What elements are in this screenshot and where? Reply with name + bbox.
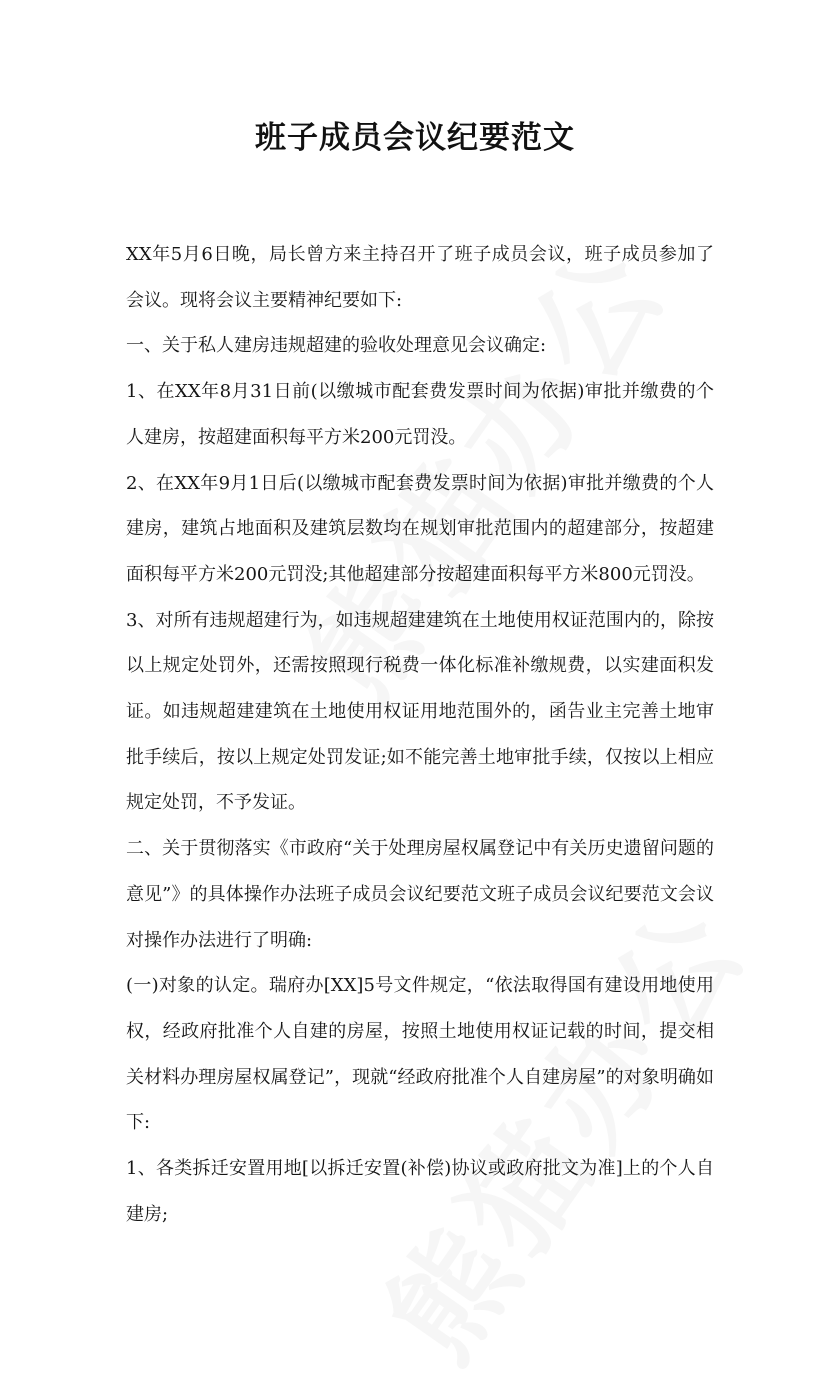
paragraph-item-2: 2、在XX年9月1日后(以缴城市配套费发票时间为依据)审批并缴费的个人建房，建筑占地面积及建筑层数均在规划审批范围内的超建部分，按超建面积每平方米200元罚没;其他超建部分按超建面积每平方米800元罚没。 [126, 472, 714, 585]
paragraph-subitem-1: 1、各类拆迁安置用地[以拆迁安置(补偿)协议或政府批文为准]上的个人自建房; [126, 1158, 714, 1225]
paragraph-section-two-heading: 二、关于贯彻落实《市政府“关于处理房屋权属登记中有关历史遗留问题的意见”》的具体操作办法班子成员会议纪要范文班子成员会议纪要范文会议对操作办法进行了明确: [126, 838, 714, 951]
paragraph-section-one-heading: 一、关于私人建房违规超建的验收处理意见会议确定: [126, 335, 547, 357]
paragraph-item-3: 3、对所有违规超建行为，如违规超建建筑在土地使用权证范围内的，除按以上规定处罚外，还需按照现行税费一体化标准补缴规费，以实建面积发证。如违规超建建筑在土地使用权证用地范围外的，函告业主完善土地审批手续后，按以上规定处罚发证;如不能完善土地审批手续，仅按以上相应规定处罚，不予发证。 [126, 609, 714, 814]
document-title: 班子成员会议纪要范文 [255, 120, 575, 156]
paragraph-item-1: 1、在XX年8月31日前(以缴城市配套费发票时间为依据)审批并缴费的个人建房，按超建面积每平方米200元罚没。 [126, 381, 714, 448]
paragraph-subsection-one: (一)对象的认定。瑞府办[XX]5号文件规定，“依法取得国有建设用地使用权，经政府批准个人自建的房屋，按照土地使用权证记载的时间，提交相关材料办理房屋权属登记”，现就“经政府批准个人自建房屋”的对象明确如下: [126, 975, 714, 1134]
document-body [126, 232, 714, 1237]
paragraph-meeting-intro: XX年5月6日晚，局长曾方来主持召开了班子成员会议，班子成员参加了会议。现将会议主要精神纪要如下: [126, 244, 714, 311]
